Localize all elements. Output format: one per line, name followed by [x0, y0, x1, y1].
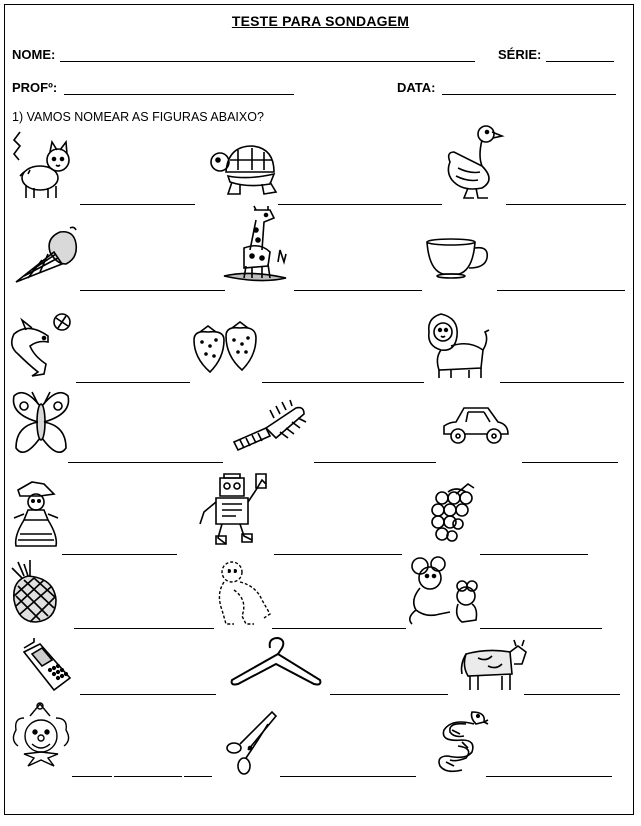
answer-line[interactable]: [72, 776, 112, 777]
cell-phone-icon: [20, 638, 74, 692]
doll-icon: [10, 480, 64, 550]
pineapple-icon: [8, 560, 64, 624]
answer-line[interactable]: [314, 462, 436, 463]
giraffe-icon: [220, 206, 290, 284]
name-field[interactable]: [60, 61, 475, 62]
answer-line[interactable]: [262, 382, 424, 383]
date-label: DATA:: [397, 80, 436, 95]
ice-cream-cone-icon: [12, 224, 80, 286]
answer-line[interactable]: [522, 462, 618, 463]
teacup-icon: [425, 238, 491, 280]
cat-icon: [10, 130, 74, 200]
answer-line[interactable]: [500, 382, 624, 383]
cow-icon: [458, 640, 526, 692]
lion-icon: [425, 312, 491, 380]
answer-line[interactable]: [274, 554, 402, 555]
answer-line[interactable]: [62, 554, 177, 555]
hanger-icon: [228, 634, 324, 690]
question-text: 1) VAMOS NOMEAR AS FIGURAS ABAIXO?: [12, 110, 264, 124]
grade-field[interactable]: [546, 61, 614, 62]
scissors-icon: [224, 710, 280, 776]
teacher-field[interactable]: [64, 94, 294, 95]
answer-line[interactable]: [524, 694, 620, 695]
answer-line[interactable]: [294, 290, 422, 291]
grapes-icon: [428, 484, 476, 544]
answer-line[interactable]: [497, 290, 625, 291]
teacher-label: PROFº:: [12, 80, 58, 95]
robot-icon: [196, 470, 270, 548]
answer-line[interactable]: [480, 554, 588, 555]
answer-line[interactable]: [114, 776, 182, 777]
answer-line[interactable]: [480, 628, 602, 629]
mice-icon: [406, 556, 480, 626]
answer-line[interactable]: [76, 382, 190, 383]
answer-line[interactable]: [80, 694, 216, 695]
answer-line[interactable]: [184, 776, 212, 777]
gorilla-icon: [212, 560, 274, 626]
grade-label: SÉRIE:: [498, 47, 542, 62]
answer-line[interactable]: [486, 776, 612, 777]
answer-line[interactable]: [68, 462, 223, 463]
goose-icon: [442, 122, 504, 202]
snake-icon: [432, 708, 488, 776]
answer-line[interactable]: [74, 628, 214, 629]
car-icon: [440, 404, 510, 450]
strawberries-icon: [190, 322, 260, 376]
answer-line[interactable]: [80, 204, 195, 205]
answer-line[interactable]: [330, 694, 448, 695]
turtle-icon: [208, 140, 280, 198]
name-label: NOME:: [12, 47, 56, 62]
dolphin-icon: [8, 312, 74, 378]
date-field[interactable]: [442, 94, 616, 95]
page-title: TESTE PARA SONDAGEM: [231, 13, 410, 29]
answer-line[interactable]: [278, 204, 442, 205]
butterfly-icon: [10, 386, 72, 462]
answer-line[interactable]: [280, 776, 416, 777]
clown-icon: [10, 704, 72, 770]
answer-line[interactable]: [506, 204, 626, 205]
answer-line[interactable]: [272, 628, 406, 629]
answer-line[interactable]: [80, 290, 225, 291]
hairbrush-icon: [230, 400, 310, 452]
